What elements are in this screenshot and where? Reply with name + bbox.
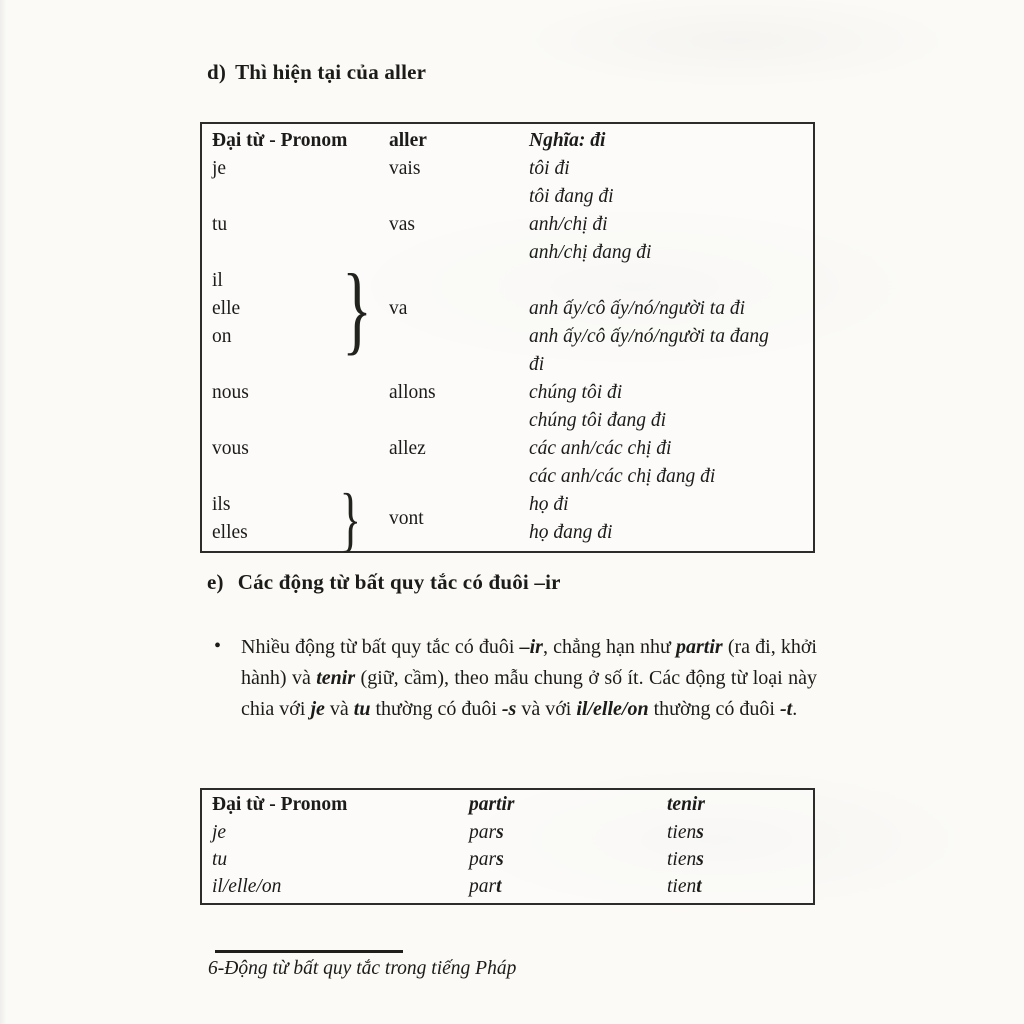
plain-text: . <box>792 698 798 720</box>
meaning-cell <box>529 435 805 491</box>
column-header-tenir: tenir <box>667 794 705 815</box>
meaning-text: tôi đang đi <box>529 186 614 207</box>
pronoun-label: vous <box>212 438 249 459</box>
emphasized-term: tu <box>353 698 371 720</box>
column-header-meaning: Nghĩa: đi <box>529 130 606 151</box>
section-d-title: Thì hiện tại của aller <box>235 60 427 84</box>
pronoun-label: on <box>212 326 232 347</box>
pronoun-cell <box>212 253 389 379</box>
plain-text: và <box>324 698 354 720</box>
partir-form-cell <box>469 819 667 846</box>
meaning-text: chúng tôi đi <box>529 382 623 403</box>
verb-stem: par <box>469 876 497 897</box>
tenir-form-cell <box>667 846 805 873</box>
column-header-pronoun: Đại từ - Pronom <box>212 794 348 815</box>
section-d-heading <box>207 60 426 85</box>
meaning-text: chúng tôi đang đi <box>529 410 667 431</box>
footer-divider <box>215 950 403 953</box>
ir-verbs-table <box>200 788 815 905</box>
pronoun-label: il <box>212 270 223 291</box>
verb-table-row <box>212 819 805 846</box>
emphasized-term: partir <box>675 636 723 658</box>
meaning-text: các anh/các chị đang đi <box>529 466 716 487</box>
verb-cell <box>389 491 529 547</box>
pronoun-cell <box>212 479 389 559</box>
verb-cell <box>389 267 529 379</box>
ir-table-header <box>212 791 805 819</box>
meaning-cell <box>529 267 805 379</box>
verb-cell <box>389 435 529 491</box>
page-footer-title: 6-Động từ bất quy tắc trong tiếng Pháp <box>208 958 517 979</box>
section-e-marker: e) <box>207 570 224 594</box>
section-e-heading <box>207 570 561 595</box>
meaning-cell <box>529 379 805 435</box>
verb-form: allons <box>389 382 436 403</box>
aller-table-body <box>212 155 805 559</box>
verb-form: vais <box>389 158 421 179</box>
meaning-text: tôi đi <box>529 158 570 179</box>
verb-stem: tien <box>667 822 697 843</box>
emphasized-term: je <box>310 698 325 720</box>
section-e-title: Các động từ bất quy tắc có đuôi –ir <box>237 570 561 594</box>
verb-form: vont <box>389 508 424 529</box>
plain-text: (giữ, cầm), theo mẫu chung ở số ít. Các động từ loại này chia với <box>241 667 817 720</box>
aller-table-header <box>212 126 805 155</box>
plain-text: thường có đuôi <box>370 698 502 720</box>
pronoun-cell: je <box>212 822 227 843</box>
verb-form: vas <box>389 214 415 235</box>
verb-cell <box>389 155 529 211</box>
pronoun-label: tu <box>212 214 228 235</box>
aller-conjugation-table <box>200 122 815 559</box>
pronoun-label: elle <box>212 298 241 319</box>
meaning-text: anh/chị đi <box>529 214 608 235</box>
column-header-partir: partir <box>469 794 515 815</box>
verb-form: va <box>389 298 408 319</box>
meaning-text: họ đi <box>529 494 569 515</box>
pronoun-cell: il/elle/on <box>212 876 282 897</box>
meaning-text: các anh/các chị đi <box>529 438 672 459</box>
conjugation-row <box>212 211 805 267</box>
conjugation-row <box>212 479 805 559</box>
verb-ending: s <box>696 849 704 870</box>
emphasized-term: il/elle/on <box>576 698 649 720</box>
plain-text: (ra đi, khởi hành) và <box>241 636 817 689</box>
pronoun-label: nous <box>212 382 249 403</box>
pronoun-label: elles <box>212 522 248 543</box>
section-d-marker: d) <box>207 60 227 84</box>
meaning-text: anh/chị đang đi <box>529 242 652 263</box>
verb-cell <box>389 379 529 435</box>
ir-table-body <box>212 819 805 900</box>
meaning-text: họ đang đi <box>529 522 613 543</box>
verb-table-row <box>212 873 805 900</box>
conjugation-row <box>212 379 805 435</box>
grouping-brace-icon: } <box>339 479 361 559</box>
plain-text: thường có đuôi <box>648 698 780 720</box>
meaning-text: đi <box>529 354 545 375</box>
pronoun-cell <box>212 379 389 435</box>
partir-form-cell <box>469 846 667 873</box>
meaning-cell <box>529 491 805 547</box>
verb-ending: t <box>696 876 702 897</box>
meaning-cell <box>529 155 805 211</box>
verb-form: allez <box>389 438 426 459</box>
verb-ending: t <box>496 876 502 897</box>
verb-ending: s <box>696 822 704 843</box>
verb-stem: par <box>469 849 497 870</box>
plain-text: và với <box>516 698 577 720</box>
tenir-form-cell <box>667 819 805 846</box>
meaning-cell <box>529 211 805 267</box>
conjugation-row <box>212 253 805 379</box>
emphasized-term: –ir <box>519 636 543 658</box>
pronoun-label: ils <box>212 494 231 515</box>
meaning-text: anh ấy/cô ấy/nó/người ta đang <box>529 326 769 347</box>
conjugation-row <box>212 155 805 211</box>
intro-paragraph <box>213 632 817 725</box>
column-header-aller: aller <box>389 130 427 151</box>
intro-text <box>241 632 817 725</box>
verb-ending: s <box>496 849 504 870</box>
pronoun-cell <box>212 155 389 211</box>
tenir-form-cell <box>667 873 805 900</box>
emphasized-term: tenir <box>316 667 356 689</box>
plain-text: , chẳng hạn như <box>542 636 676 658</box>
emphasized-term: -t <box>779 698 793 720</box>
verb-ending: s <box>496 822 504 843</box>
partir-form-cell <box>469 873 667 900</box>
pronoun-label: je <box>212 158 227 179</box>
verb-stem: tien <box>667 876 697 897</box>
bullet-icon: • <box>214 635 222 657</box>
conjugation-row <box>212 435 805 491</box>
grouping-brace-icon: } <box>342 253 372 364</box>
pronoun-cell: tu <box>212 849 228 870</box>
verb-stem: tien <box>667 849 697 870</box>
meaning-text: anh ấy/cô ấy/nó/người ta đi <box>529 298 746 319</box>
verb-table-row <box>212 846 805 873</box>
plain-text: Nhiều động từ bất quy tắc có đuôi <box>241 636 520 658</box>
verb-cell <box>389 211 529 267</box>
verb-stem: par <box>469 822 497 843</box>
column-header-pronoun: Đại từ - Pronom <box>212 130 348 151</box>
emphasized-term: -s <box>501 698 517 720</box>
pronoun-cell <box>212 435 389 491</box>
